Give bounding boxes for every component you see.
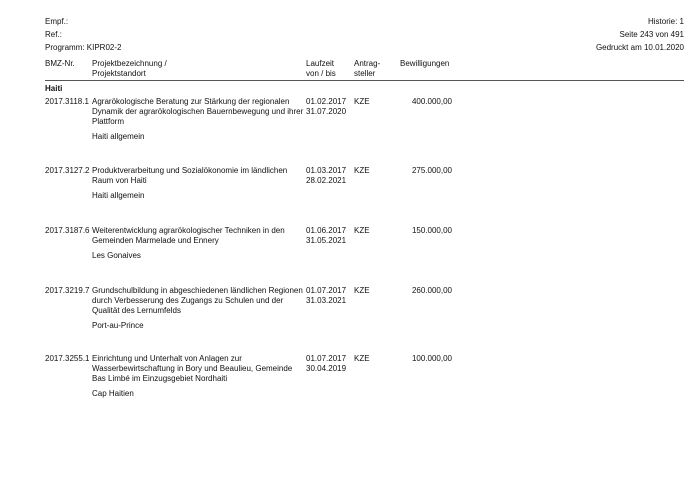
page-number: Seite 243 von 491 <box>619 30 684 39</box>
project-entry <box>0 226 700 286</box>
bmz-number: 2017.3118.1 <box>45 97 89 106</box>
col-header-applicant-line1: Antrag- <box>354 59 381 68</box>
grant-amount: 150.000,00 <box>411 226 452 235</box>
project-title: Einrichtung und Unterhalt von Anlagen zur Wasserbewirtschaftung in Bory und Beaulieu, Gemeinde Bas Limbé im Einzugsgebiet Nordhaiti <box>92 354 293 383</box>
project-title: Agrarökologische Beratung zur Stärkung der regionalen Dynamik der agrarökologischen Bauernbewegung und ihrer Plattform <box>92 97 304 126</box>
applicant: KZE <box>354 226 370 235</box>
project-location: Port-au-Prince <box>92 321 144 330</box>
project-period <box>306 354 346 374</box>
period-from: 01.03.2017 <box>306 166 347 175</box>
project-cell <box>92 226 307 261</box>
project-entry <box>0 97 700 157</box>
grant-amount: 400.000,00 <box>411 97 452 106</box>
project-period <box>306 286 346 306</box>
col-header-project-line2: Projektstandort <box>92 69 146 78</box>
history-label: Historie: 1 <box>647 17 684 26</box>
applicant: KZE <box>354 166 370 175</box>
period-from: 01.07.2017 <box>306 354 347 363</box>
project-cell <box>92 286 307 331</box>
project-cell <box>92 97 307 142</box>
empf-label: Empf.: <box>45 17 69 26</box>
project-location: Haiti allgemein <box>92 191 145 200</box>
period-to: 30.04.2019 <box>306 364 347 373</box>
bmz-number: 2017.3127.2 <box>45 166 90 175</box>
col-header-period-line2: von / bis <box>306 69 336 78</box>
project-cell <box>92 166 307 201</box>
col-header-grants: Bewilligungen <box>400 59 450 68</box>
print-date: Gedruckt am 10.01.2020 <box>595 43 684 52</box>
period-to: 28.02.2021 <box>306 176 347 185</box>
project-title: Weiterentwicklung agrarökologischer Techniken in den Gemeinden Marmelade und Ennery <box>92 226 285 245</box>
col-header-project <box>92 59 167 79</box>
project-period <box>306 166 346 186</box>
col-header-period-line1: Laufzeit <box>306 59 335 68</box>
period-from: 01.06.2017 <box>306 226 347 235</box>
project-entry <box>0 166 700 226</box>
grant-amount: 275.000,00 <box>411 166 452 175</box>
period-from: 01.07.2017 <box>306 286 347 295</box>
grant-amount: 260.000,00 <box>411 286 452 295</box>
period-from: 01.02.2017 <box>306 97 347 106</box>
project-location: Haiti allgemein <box>92 132 145 141</box>
project-entry <box>0 286 700 346</box>
col-header-period <box>306 59 336 79</box>
project-location: Les Gonaives <box>92 251 141 260</box>
project-cell <box>92 354 307 399</box>
period-to: 31.03.2021 <box>306 296 347 305</box>
project-period <box>306 226 346 246</box>
project-location: Cap Haitien <box>92 389 134 398</box>
period-to: 31.05.2021 <box>306 236 347 245</box>
program-label: Programm: KIPR02-2 <box>45 43 122 52</box>
ref-label: Ref.: <box>45 30 62 39</box>
project-title: Produktverarbeitung und Sozialökonomie im ländlichen Raum von Haiti <box>92 166 288 185</box>
col-header-bmz: BMZ-Nr. <box>45 59 75 68</box>
col-header-project-line1: Projektbezeichnung / <box>92 59 167 68</box>
bmz-number: 2017.3187.6 <box>45 226 90 235</box>
project-title: Grundschulbildung in abgeschiedenen ländlichen Regionen durch Verbesserung des Zugangs zu Schulen und der Qualität des Lernumfelds <box>92 286 303 315</box>
col-header-applicant <box>354 59 380 79</box>
applicant: KZE <box>354 97 370 106</box>
period-to: 31.07.2020 <box>306 107 347 116</box>
applicant: KZE <box>354 354 370 363</box>
project-entry <box>0 354 700 414</box>
project-period <box>306 97 346 117</box>
bmz-number: 2017.3219.7 <box>45 286 90 295</box>
col-header-applicant-line2: steller <box>354 69 376 78</box>
country-heading: Haiti <box>45 84 63 93</box>
bmz-number: 2017.3255.1 <box>45 354 90 363</box>
header-divider <box>45 80 684 81</box>
applicant: KZE <box>354 286 370 295</box>
grant-amount: 100.000,00 <box>411 354 452 363</box>
